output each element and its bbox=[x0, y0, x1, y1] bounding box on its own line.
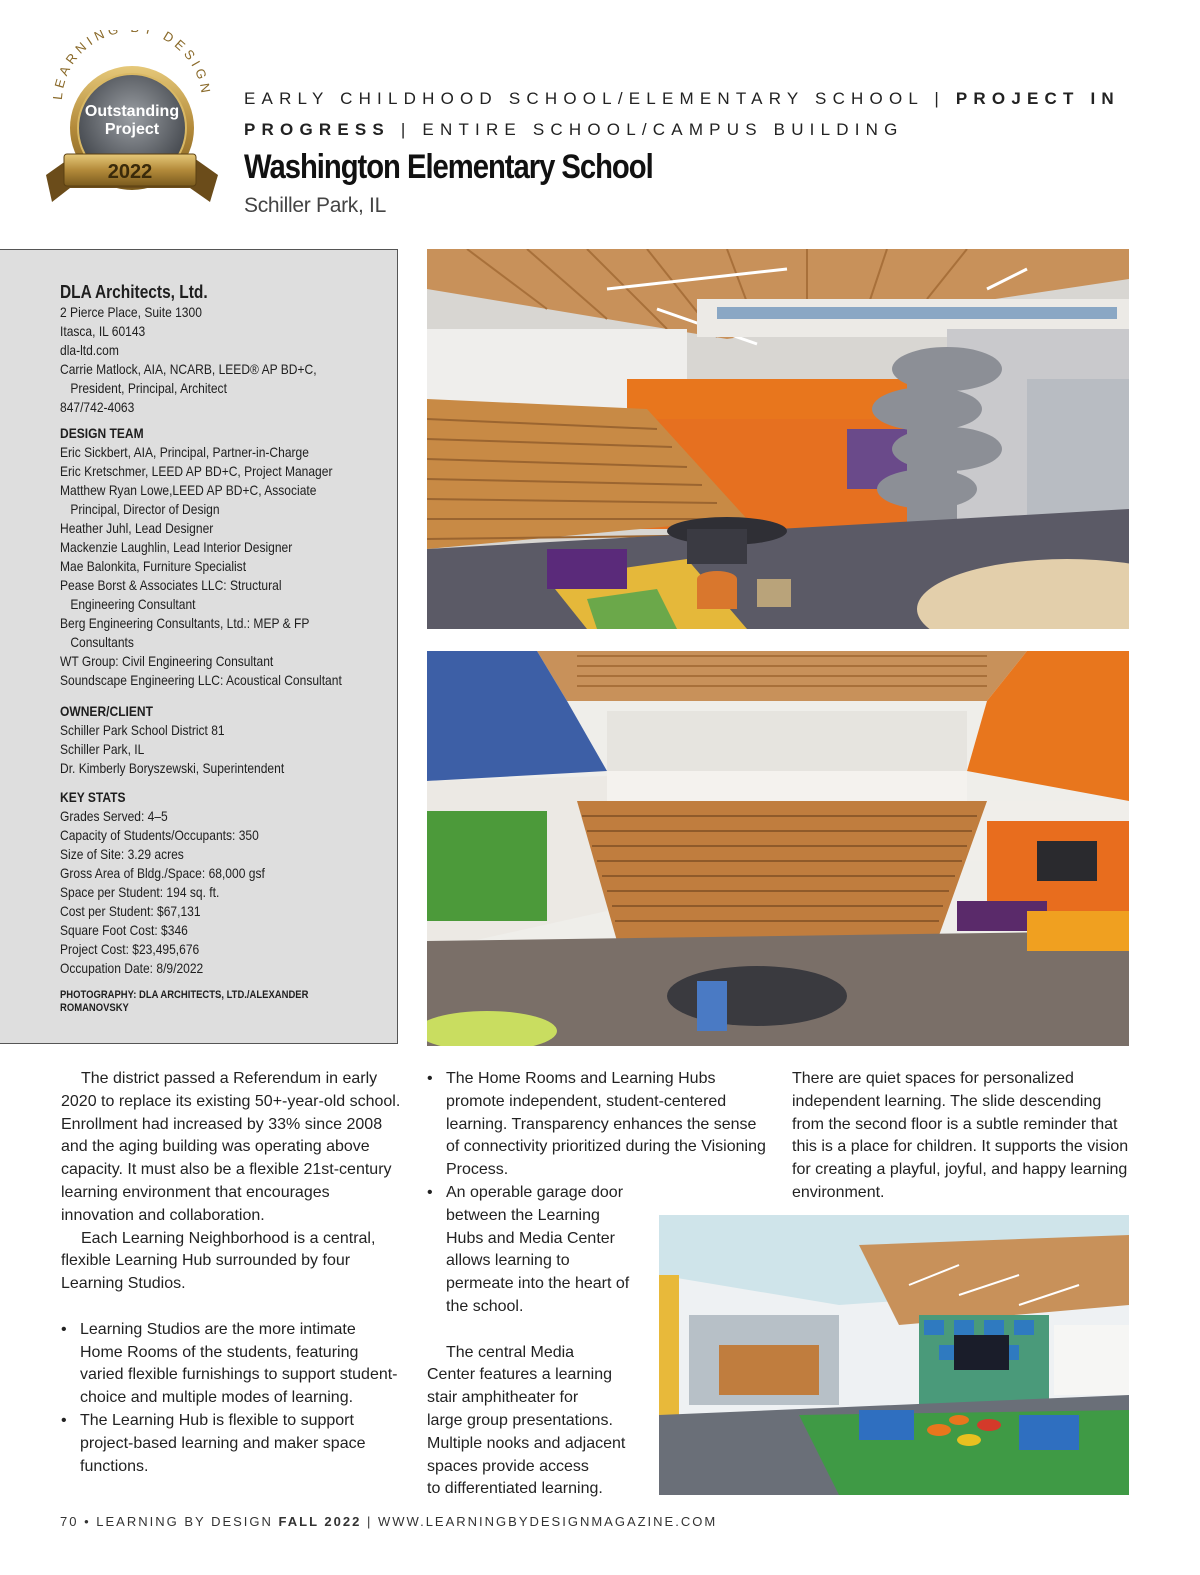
badge-line1: Outstanding bbox=[84, 103, 180, 120]
stat-line: Space per Student: 194 sq. ft. bbox=[60, 884, 220, 900]
stat-line: Grades Served: 4–5 bbox=[60, 808, 168, 824]
team-member: Engineering Consultant bbox=[70, 596, 196, 612]
paragraph: Each Learning Neighborhood is a central, flexible Learning Hub surrounded by four Learning Studios. bbox=[61, 1229, 376, 1293]
page-number: 70 bbox=[60, 1514, 79, 1529]
list-item: • Learning Studios are the more intimate Home Rooms of the students, featuring varied flexible furnishings to support student-choice and multiple modes of learning. bbox=[61, 1319, 401, 1410]
photo-atrium-slide bbox=[427, 249, 1129, 629]
owner-line: Dr. Kimberly Boryszewski, Superintendent bbox=[60, 760, 285, 776]
paragraph: The central Media Center features a learning stair amphitheater for large group presentations. Multiple nooks and adjacent spaces provide access to differentiated learning. bbox=[427, 1343, 626, 1498]
key-stats bbox=[60, 788, 348, 978]
stat-line: Cost per Student: $67,131 bbox=[60, 903, 201, 919]
firm-website: dla-ltd.com bbox=[60, 342, 119, 358]
design-team-heading: DESIGN TEAM bbox=[60, 425, 144, 441]
team-member: Matthew Ryan Lowe,LEED AP BD+C, Associate bbox=[60, 482, 317, 498]
badge-year: 2022 bbox=[107, 161, 153, 183]
team-member: Heather Juhl, Lead Designer bbox=[60, 520, 214, 536]
badge-arc-text: LEARNIN DESIGN bbox=[49, 30, 214, 101]
team-member: Consultants bbox=[70, 634, 134, 650]
category-line-1: EARLY CHILDHOOD SCHOOL/ELEMENTARY SCHOOL | PROJECT IN bbox=[244, 89, 1120, 108]
owner-heading: OWNER/CLIENT bbox=[60, 703, 153, 719]
design-team bbox=[60, 424, 348, 690]
team-member: Eric Kretschmer, LEED AP BD+C, Project Manager bbox=[60, 463, 333, 479]
body-column-3 bbox=[792, 1068, 1137, 1205]
stat-line: Occupation Date: 8/9/2022 bbox=[60, 960, 204, 976]
website-link[interactable]: WWW.LEARNINGBYDESIGNMAGAZINE.COM bbox=[377, 1514, 718, 1529]
magazine-name: LEARNING BY DESIGN bbox=[96, 1514, 273, 1529]
paragraph: The district passed a Referendum in early 2020 to replace its existing 50+-year-old school. Enrollment had increased by 33% since 2008 and the aging building was operating above capacity. It must also be a flexible 21st-century learning environment that encourages innovation and collaboration. bbox=[61, 1070, 401, 1224]
team-member: Principal, Director of Design bbox=[70, 501, 220, 517]
team-member: Soundscape Engineering LLC: Acoustical Consultant bbox=[60, 672, 342, 688]
stat-line: Gross Area of Bldg./Space: 68,000 gsf bbox=[60, 865, 265, 881]
issue-label: FALL 2022 bbox=[278, 1514, 362, 1529]
photo-credit: PHOTOGRAPHY: DLA ARCHITECTS, LTD./ALEXANDER ROMANOVSKY bbox=[60, 989, 309, 1014]
firm-name: DLA Architects, Ltd. bbox=[60, 282, 208, 302]
owner-line: Schiller Park School District 81 bbox=[60, 722, 225, 738]
list-item: • The Learning Hub is flexible to support project-based learning and maker space functions. bbox=[61, 1410, 401, 1478]
photo-central-stair bbox=[427, 651, 1129, 1046]
page-title: Washington Elementary School bbox=[244, 148, 653, 186]
stat-line: Square Foot Cost: $346 bbox=[60, 922, 188, 938]
team-member: Pease Borst & Associates LLC: Structural bbox=[60, 577, 282, 593]
award-badge bbox=[40, 30, 220, 215]
firm-address1: 2 Pierce Place, Suite 1300 bbox=[60, 304, 202, 320]
firm-phone: 847/742-4063 bbox=[60, 399, 135, 415]
firm-contact: Carrie Matlock, AIA, NCARB, LEED® AP BD+C, bbox=[60, 361, 317, 377]
firm-address2: Itasca, IL 60143 bbox=[60, 323, 146, 339]
list-item: • The Home Rooms and Learning Hubs promote independent, student-centered learning. Transparency enhances the sense of connectivity prioritized during the Visioning Process. bbox=[427, 1068, 767, 1182]
team-member: Eric Sickbert, AIA, Principal, Partner-in-Charge bbox=[60, 444, 309, 460]
owner-client bbox=[60, 702, 348, 778]
paragraph: There are quiet spaces for personalized independent learning. The slide descending from the second floor is a subtle reminder that this is a place for children. It supports the vision for creating a playful, joyful, and happy learning environment. bbox=[792, 1070, 1129, 1201]
list-item: • An operable garage door between the Learning Hubs and Media Center allows learning to permeate into the heart of the school. bbox=[427, 1182, 767, 1319]
team-member: Mackenzie Laughlin, Lead Interior Designer bbox=[60, 539, 293, 555]
team-member: WT Group: Civil Engineering Consultant bbox=[60, 653, 274, 669]
owner-line: Schiller Park, IL bbox=[60, 741, 145, 757]
body-column-1 bbox=[61, 1068, 401, 1478]
bullet-list bbox=[61, 1319, 401, 1479]
page-footer: 70 • LEARNING BY DESIGN FALL 2022 | WWW.LEARNINGBYDESIGNMAGAZINE.COM bbox=[60, 1514, 718, 1529]
bullet-list bbox=[427, 1068, 767, 1319]
firm-info bbox=[60, 281, 348, 417]
team-member: Mae Balonkita, Furniture Specialist bbox=[60, 558, 247, 574]
team-member: Berg Engineering Consultants, Ltd.: MEP & FP bbox=[60, 615, 310, 631]
body-column-2 bbox=[427, 1068, 767, 1501]
stat-line: Size of Site: 3.29 acres bbox=[60, 846, 184, 862]
badge-line2: Project bbox=[104, 121, 160, 138]
key-stats-heading: KEY STATS bbox=[60, 789, 126, 805]
stat-line: Project Cost: $23,495,676 bbox=[60, 941, 200, 957]
category-line-2: PROGRESS | ENTIRE SCHOOL/CAMPUS BUILDING bbox=[244, 120, 904, 139]
firm-contact-title: President, Principal, Architect bbox=[70, 380, 227, 396]
stat-line: Capacity of Students/Occupants: 350 bbox=[60, 827, 259, 843]
project-location: Schiller Park, IL bbox=[244, 194, 386, 217]
